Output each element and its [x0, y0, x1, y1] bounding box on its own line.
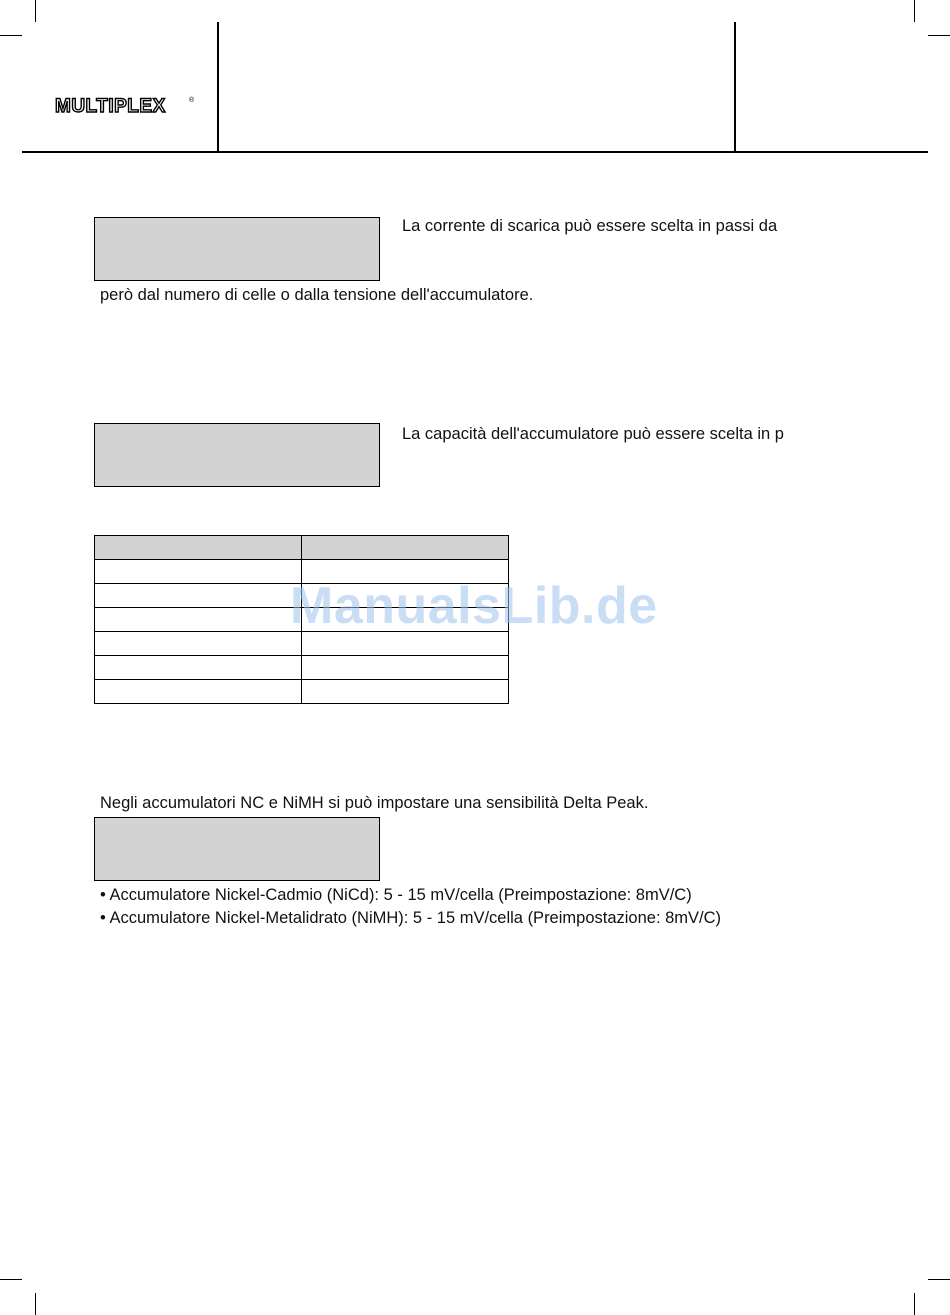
crop-mark-tr-h: [928, 35, 950, 36]
crop-mark-tl-h: [0, 35, 22, 36]
crop-mark-br-v: [914, 1293, 915, 1315]
table-cell: [95, 632, 302, 656]
watermark: ManualsLib.de: [290, 577, 658, 635]
table-cell: [95, 584, 302, 608]
header-divider-left: [217, 22, 219, 152]
discharge-text-line1: La corrente di scarica può essere scelta in passi da: [402, 217, 778, 235]
header-divider-right: [734, 22, 736, 152]
table-cell: [95, 656, 302, 680]
discharge-text-line2: però dal numero di celle o dalla tensione dell'accumulatore.: [100, 286, 534, 304]
table-cell: [95, 560, 302, 584]
bullet-nicd: • Accumulatore Nickel-Cadmio (NiCd): 5 - 15 mV/cella (Preimpostazione: 8mV/C): [100, 886, 692, 904]
table-cell: [302, 656, 509, 680]
crop-mark-tl-v: [35, 0, 36, 22]
crop-mark-bl-h: [0, 1279, 22, 1280]
table-header-cell: [95, 536, 302, 560]
lcd-display-capacity: [94, 423, 380, 487]
capacity-text-line1: La capacità dell'accumulatore può essere scelta in p: [402, 425, 784, 443]
table-header-row: [95, 536, 509, 560]
bullet-nimh: • Accumulatore Nickel-Metalidrato (NiMH): 5 - 15 mV/cella (Preimpostazione: 8mV/C): [100, 909, 722, 927]
crop-mark-br-h: [928, 1279, 950, 1280]
crop-mark-tr-v: [914, 0, 915, 22]
crop-mark-bl-v: [35, 1293, 36, 1315]
lcd-display-discharge: [94, 217, 380, 281]
table-cell: [95, 608, 302, 632]
table-row: [95, 680, 509, 704]
table-cell: [95, 680, 302, 704]
delta-peak-intro: Negli accumulatori NC e NiMH si può impostare una sensibilità Delta Peak.: [100, 794, 649, 812]
table-cell: [302, 680, 509, 704]
lcd-display-delta-peak: [94, 817, 380, 881]
multiplex-logo: MULTIPLEX: [55, 96, 166, 117]
table-header-cell: [302, 536, 509, 560]
header-rule: [22, 151, 928, 153]
table-row: [95, 656, 509, 680]
registered-mark: ®: [189, 97, 195, 104]
